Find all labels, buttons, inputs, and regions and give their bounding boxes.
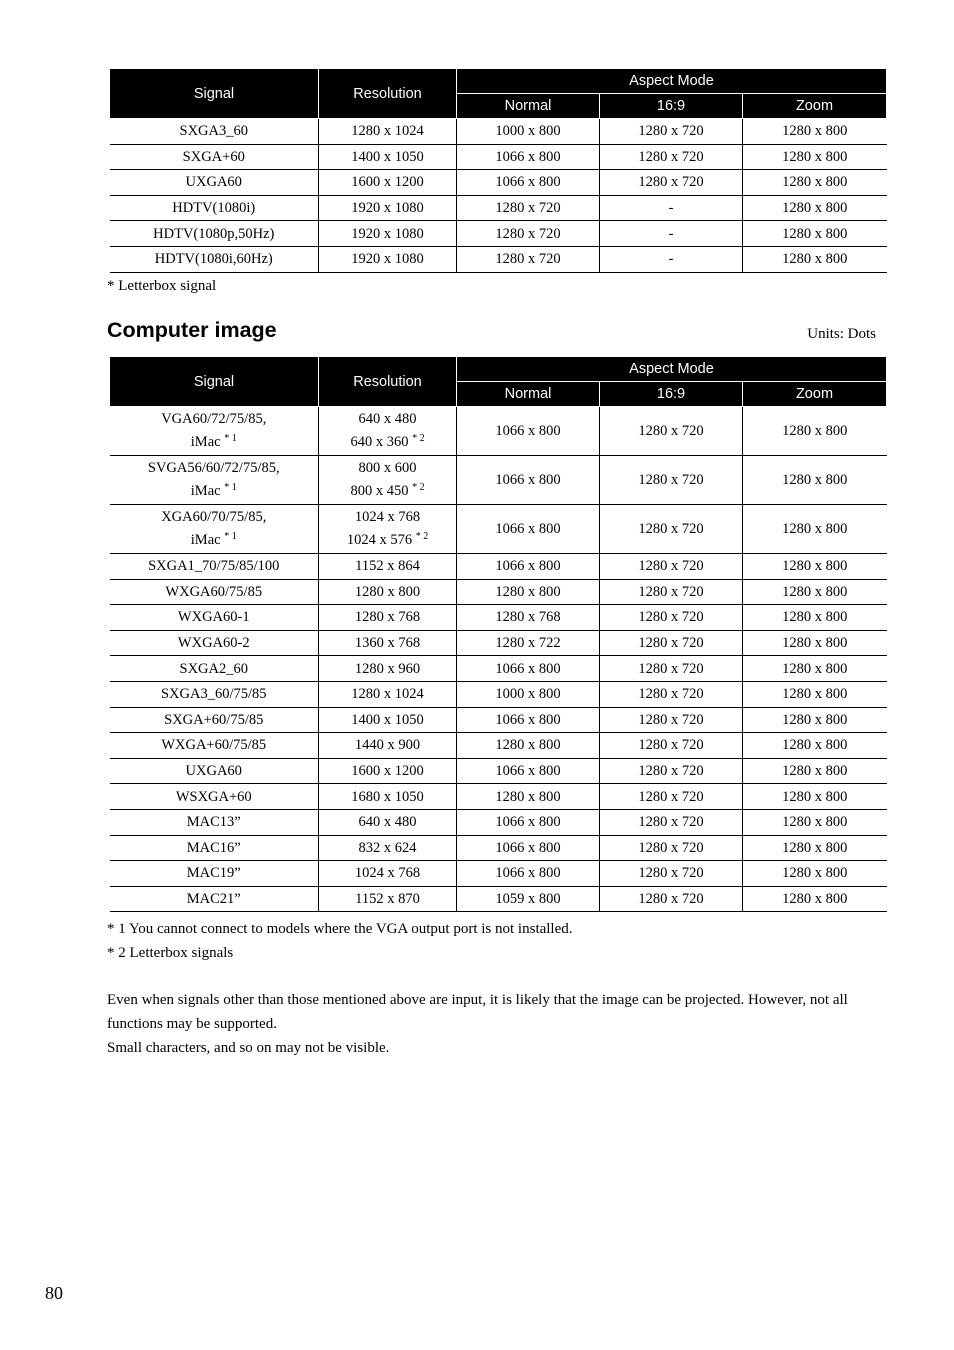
video-footnote: * Letterbox signal	[107, 278, 217, 294]
table-cell: 1066 x 800	[457, 170, 600, 196]
table-cell: MAC21”	[110, 886, 319, 912]
table-row	[110, 758, 887, 784]
table-cell: 1066 x 800	[457, 554, 600, 580]
table-cell: 1280 x 800	[457, 579, 600, 605]
table-row	[110, 630, 887, 656]
table-row	[110, 835, 887, 861]
table-cell: 1066 x 800	[457, 505, 600, 554]
table-row	[110, 733, 887, 759]
table-cell: 1280 x 800	[743, 144, 887, 170]
table-row	[110, 579, 887, 605]
table-cell: 1280 x 720	[600, 144, 743, 170]
table-cell: 1280 x 800	[743, 707, 887, 733]
header-zoom: Zoom	[743, 94, 887, 119]
table-cell: 1440 x 900	[319, 733, 457, 759]
table-cell: 1280 x 720	[600, 170, 743, 196]
table-row	[110, 707, 887, 733]
footnote-mark: * 2	[412, 482, 425, 493]
table-row	[110, 554, 887, 580]
table-cell: 1680 x 1050	[319, 784, 457, 810]
table-cell: WXGA60-2	[110, 630, 319, 656]
table-row	[110, 456, 887, 505]
table-cell: 1280 x 722	[457, 630, 600, 656]
units-label: Units: Dots	[807, 326, 876, 342]
resolution-line: 640 x 480	[358, 411, 417, 427]
header-aspect-mode: Aspect Mode	[457, 357, 887, 382]
table-cell: 1400 x 1050	[319, 144, 457, 170]
table-row	[110, 505, 887, 554]
table-row	[110, 246, 887, 272]
table-cell: 1280 x 800	[457, 733, 600, 759]
footnote-mark: * 1	[224, 482, 237, 493]
table-cell: HDTV(1080p,50Hz)	[110, 221, 319, 247]
table-cell: 1000 x 800	[457, 681, 600, 707]
computer-image-table	[109, 356, 887, 912]
table-cell: 1280 x 720	[600, 681, 743, 707]
table-cell: 1280 x 800	[743, 246, 887, 272]
header-normal: Normal	[457, 382, 600, 407]
table-cell: 1280 x 800	[743, 170, 887, 196]
video-signal-table	[109, 68, 887, 273]
table-cell: 1400 x 1050	[319, 707, 457, 733]
table-cell: 1066 x 800	[457, 707, 600, 733]
table-row	[110, 784, 887, 810]
table-cell: 1280 x 720	[600, 886, 743, 912]
table-cell: SXGA3_60/75/85	[110, 681, 319, 707]
footnote-mark: * 2	[415, 531, 429, 542]
table-cell: 1280 x 720	[600, 456, 743, 505]
table-cell: MAC16”	[110, 835, 319, 861]
table-cell: WXGA+60/75/85	[110, 733, 319, 759]
section-title: Computer image	[107, 318, 277, 342]
computer-table-body	[110, 407, 887, 912]
resolution-line: 640 x 360	[350, 434, 409, 450]
table-cell: 640 x 480	[319, 809, 457, 835]
header-signal: Signal	[110, 69, 319, 119]
table-cell: WXGA60-1	[110, 605, 319, 631]
footnote-mark: * 2	[412, 433, 425, 444]
table-cell: 1059 x 800	[457, 886, 600, 912]
signal-line: iMac	[190, 434, 221, 450]
table-cell: 1280 x 800	[743, 407, 887, 456]
paragraph-line-2: Small characters, and so on may not be visible.	[107, 1040, 390, 1056]
table-row	[110, 144, 887, 170]
table-cell	[110, 456, 319, 505]
table-cell: 1360 x 768	[319, 630, 457, 656]
table-cell: 1280 x 800	[457, 784, 600, 810]
table-cell: 1920 x 1080	[319, 221, 457, 247]
table-row	[110, 195, 887, 221]
table-cell: 1280 x 720	[600, 554, 743, 580]
table-cell: -	[600, 221, 743, 247]
table-row	[110, 886, 887, 912]
body-paragraph	[107, 988, 882, 1060]
signal-line: XGA60/70/75/85,	[161, 509, 267, 525]
table-cell: HDTV(1080i)	[110, 195, 319, 221]
table-cell: 1280 x 720	[600, 579, 743, 605]
table-cell: 1280 x 720	[600, 707, 743, 733]
resolution-line: 1024 x 768	[354, 509, 421, 525]
table-cell: 1280 x 800	[743, 733, 887, 759]
resolution-line: 800 x 600	[358, 460, 417, 476]
table-cell: 1280 x 720	[600, 733, 743, 759]
table-cell: HDTV(1080i,60Hz)	[110, 246, 319, 272]
table-cell: SXGA+60	[110, 144, 319, 170]
resolution-line: 1024 x 576	[346, 532, 413, 548]
table-cell: 1280 x 800	[743, 681, 887, 707]
table-cell: 1280 x 768	[319, 605, 457, 631]
table-cell: 1066 x 800	[457, 407, 600, 456]
table-cell: 1280 x 720	[600, 835, 743, 861]
table-cell: 1280 x 800	[743, 809, 887, 835]
table-cell: 1066 x 800	[457, 656, 600, 682]
table-cell: MAC13”	[110, 809, 319, 835]
table-cell: 1280 x 960	[319, 656, 457, 682]
table-cell: 1066 x 800	[457, 809, 600, 835]
table-row	[110, 681, 887, 707]
table-cell: 1280 x 1024	[319, 119, 457, 145]
table-cell: 1280 x 800	[743, 195, 887, 221]
table-cell: WSXGA+60	[110, 784, 319, 810]
table-cell: UXGA60	[110, 758, 319, 784]
page-number: 80	[45, 1283, 63, 1303]
table-cell: 1600 x 1200	[319, 758, 457, 784]
table-cell: 1920 x 1080	[319, 246, 457, 272]
table-cell: 1280 x 720	[600, 656, 743, 682]
table-cell	[319, 407, 457, 456]
table-row	[110, 656, 887, 682]
table-row	[110, 809, 887, 835]
table-cell: 1280 x 800	[743, 656, 887, 682]
resolution-line: 800 x 450	[350, 483, 409, 499]
table-cell: 1066 x 800	[457, 835, 600, 861]
table-cell	[110, 505, 319, 554]
header-signal: Signal	[110, 357, 319, 407]
table-cell: WXGA60/75/85	[110, 579, 319, 605]
table-cell: 1152 x 864	[319, 554, 457, 580]
table-cell: 1920 x 1080	[319, 195, 457, 221]
footnote-mark: * 1	[224, 531, 237, 542]
table-cell: 1280 x 800	[743, 221, 887, 247]
table-cell: 1280 x 800	[743, 119, 887, 145]
table-cell: 1280 x 720	[457, 246, 600, 272]
table-cell: 1066 x 800	[457, 144, 600, 170]
table-row	[110, 170, 887, 196]
table-cell: -	[600, 246, 743, 272]
table-cell: MAC19”	[110, 861, 319, 887]
table-cell: 1280 x 800	[743, 605, 887, 631]
table-cell: SXGA3_60	[110, 119, 319, 145]
table-cell: 1280 x 768	[457, 605, 600, 631]
table-cell: UXGA60	[110, 170, 319, 196]
header-16-9: 16:9	[600, 382, 743, 407]
table-cell: 1280 x 720	[600, 505, 743, 554]
table-cell: 1280 x 800	[743, 579, 887, 605]
table-cell: 1280 x 800	[743, 554, 887, 580]
table-row	[110, 221, 887, 247]
table-cell: 1280 x 720	[600, 119, 743, 145]
table-cell: 1280 x 800	[743, 456, 887, 505]
table-cell: 1024 x 768	[319, 861, 457, 887]
signal-line: SVGA56/60/72/75/85,	[147, 460, 280, 476]
header-resolution: Resolution	[319, 69, 457, 119]
table-cell: 1152 x 870	[319, 886, 457, 912]
table-cell: 1280 x 1024	[319, 681, 457, 707]
table-cell: SXGA+60/75/85	[110, 707, 319, 733]
signal-line: VGA60/72/75/85,	[161, 411, 267, 427]
table-cell: SXGA2_60	[110, 656, 319, 682]
table-cell: 1000 x 800	[457, 119, 600, 145]
table-cell: 1066 x 800	[457, 758, 600, 784]
table-cell: 1280 x 720	[600, 809, 743, 835]
table-cell: SXGA1_70/75/85/100	[110, 554, 319, 580]
header-zoom: Zoom	[743, 382, 887, 407]
table-cell: 1280 x 800	[743, 861, 887, 887]
table-row	[110, 861, 887, 887]
table-cell: 1280 x 800	[743, 835, 887, 861]
header-normal: Normal	[457, 94, 600, 119]
header-16-9: 16:9	[600, 94, 743, 119]
table-cell: 1066 x 800	[457, 456, 600, 505]
footnote-mark: * 1	[224, 433, 237, 444]
header-aspect-mode: Aspect Mode	[457, 69, 887, 94]
table-cell	[319, 456, 457, 505]
table-row	[110, 605, 887, 631]
table-cell: 1280 x 720	[457, 195, 600, 221]
signal-line: iMac	[190, 532, 221, 548]
table-cell: -	[600, 195, 743, 221]
table-cell: 1280 x 800	[743, 758, 887, 784]
table-cell: 1280 x 720	[600, 758, 743, 784]
computer-footnote-2: * 2 Letterbox signals	[107, 945, 234, 961]
signal-line: iMac	[190, 483, 221, 499]
table-cell: 1280 x 800	[319, 579, 457, 605]
table-cell: 1280 x 800	[743, 886, 887, 912]
table-cell: 1280 x 800	[743, 630, 887, 656]
table-cell	[319, 505, 457, 554]
paragraph-line-1: Even when signals other than those mentioned above are input, it is likely that the image can be projected. However, not all functions may be supported.	[107, 992, 848, 1032]
table-cell: 1280 x 800	[743, 505, 887, 554]
table-cell: 1280 x 720	[600, 861, 743, 887]
computer-footnote-1: * 1 You cannot connect to models where the VGA output port is not installed.	[107, 921, 573, 937]
table-cell: 1280 x 720	[600, 605, 743, 631]
video-table-body	[110, 119, 887, 273]
table-cell: 1280 x 720	[600, 630, 743, 656]
table-cell	[110, 407, 319, 456]
table-row	[110, 407, 887, 456]
table-cell: 1280 x 800	[743, 784, 887, 810]
table-cell: 1280 x 720	[600, 407, 743, 456]
header-resolution: Resolution	[319, 357, 457, 407]
table-cell: 832 x 624	[319, 835, 457, 861]
table-cell: 1066 x 800	[457, 861, 600, 887]
table-cell: 1600 x 1200	[319, 170, 457, 196]
table-row	[110, 119, 887, 145]
table-cell: 1280 x 720	[457, 221, 600, 247]
table-cell: 1280 x 720	[600, 784, 743, 810]
